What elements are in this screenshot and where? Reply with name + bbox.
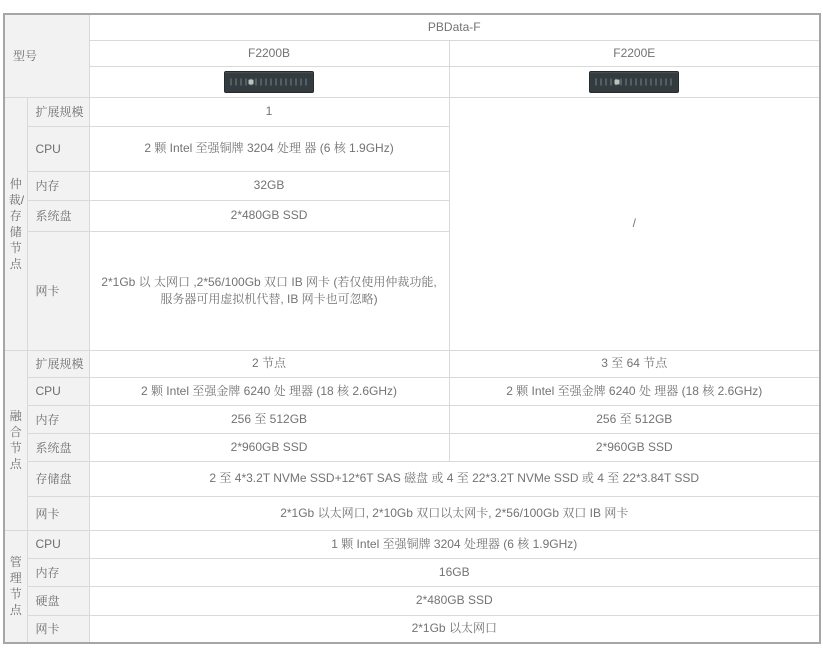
row-label-system-disk: 系统盘: [27, 200, 89, 231]
value-cpu-both: 1 颗 Intel 至强铜牌 3204 处理器 (6 核 1.9GHz): [89, 530, 820, 558]
value-memory-both: 16GB: [89, 558, 820, 586]
section-label-fusion: 融合节点: [4, 350, 27, 530]
value-scale-f2200b: 1: [89, 97, 449, 126]
spec-table: [3, 13, 821, 644]
model-f2200b-image-cell: [89, 66, 449, 97]
power-led-icon: [614, 79, 619, 84]
row-label-nic: 网卡: [27, 615, 89, 643]
row-label-disk: 硬盘: [27, 586, 89, 615]
model-f2200e-image-cell: [449, 66, 820, 97]
power-led-icon: [249, 79, 254, 84]
row-label-nic: 网卡: [27, 496, 89, 530]
value-memory-f2200b: 32GB: [89, 171, 449, 200]
value-scale-f2200e: 3 至 64 节点: [449, 350, 820, 377]
table-row: [4, 14, 820, 40]
row-label-memory: 内存: [27, 558, 89, 586]
value-nic-f2200b: 2*1Gb 以 太网口 ,2*56/100Gb 双口 IB 网卡 (若仅使用仲裁功能, 服务器可用虚拟机代替, IB 网卡也可忽略): [89, 231, 449, 350]
value-storage-disk-both: 2 至 4*3.2T NVMe SSD+12*6T SAS 磁盘 或 4 至 22*3.2T NVMe SSD 或 4 至 22*3.84T SSD: [89, 461, 820, 496]
row-label-memory: 内存: [27, 171, 89, 200]
row-label-nic: 网卡: [27, 231, 89, 350]
model-label-cell: 型号: [4, 14, 89, 97]
row-label-memory: 内存: [27, 405, 89, 433]
value-memory-f2200e: 256 至 512GB: [449, 405, 820, 433]
value-nic-both: 2*1Gb 以太网口, 2*10Gb 双口以太网卡, 2*56/100Gb 双口 IB 网卡: [89, 496, 820, 530]
drive-slots-icon: [230, 78, 308, 85]
server-front-panel-icon: [589, 71, 679, 93]
table-row: [4, 97, 820, 126]
table-row: [4, 377, 820, 405]
table-row: [4, 405, 820, 433]
table-row: [4, 615, 820, 643]
table-row: [4, 461, 820, 496]
value-scale-f2200b: 2 节点: [89, 350, 449, 377]
table-row: [4, 586, 820, 615]
row-label-cpu: CPU: [27, 126, 89, 171]
table-row: [4, 496, 820, 530]
value-system-disk-f2200b: 2*960GB SSD: [89, 433, 449, 461]
row-label-cpu: CPU: [27, 377, 89, 405]
table-row: [4, 66, 820, 97]
value-cpu-f2200e: 2 颗 Intel 至强金牌 6240 处 理器 (18 核 2.6GHz): [449, 377, 820, 405]
row-label-system-disk: 系统盘: [27, 433, 89, 461]
row-label-scale: 扩展规模: [27, 97, 89, 126]
family-name: PBData-F: [89, 14, 820, 40]
value-cpu-f2200b: 2 颗 Intel 至强金牌 6240 处 理器 (18 核 2.6GHz): [89, 377, 449, 405]
table-row: [4, 530, 820, 558]
row-label-scale: 扩展规模: [27, 350, 89, 377]
table-row: [4, 350, 820, 377]
value-arbiter-f2200e-merged: /: [449, 97, 820, 350]
row-label-cpu: CPU: [27, 530, 89, 558]
server-front-panel-icon: [224, 71, 314, 93]
model-f2200b-name: F2200B: [89, 40, 449, 66]
value-nic-both: 2*1Gb 以太网口: [89, 615, 820, 643]
drive-slots-icon: [595, 78, 673, 85]
section-label-management: 管理节点: [4, 530, 27, 643]
section-label-arbiter-storage: 仲裁/存储节点: [4, 97, 27, 350]
table-row: [4, 558, 820, 586]
model-f2200e-name: F2200E: [449, 40, 820, 66]
value-disk-both: 2*480GB SSD: [89, 586, 820, 615]
table-row: [4, 433, 820, 461]
value-system-disk-f2200b: 2*480GB SSD: [89, 200, 449, 231]
value-cpu-f2200b: 2 颗 Intel 至强铜牌 3204 处理 器 (6 核 1.9GHz): [89, 126, 449, 171]
spec-sheet: [3, 13, 821, 644]
value-system-disk-f2200e: 2*960GB SSD: [449, 433, 820, 461]
row-label-storage-disk: 存储盘: [27, 461, 89, 496]
value-memory-f2200b: 256 至 512GB: [89, 405, 449, 433]
table-row: [4, 40, 820, 66]
